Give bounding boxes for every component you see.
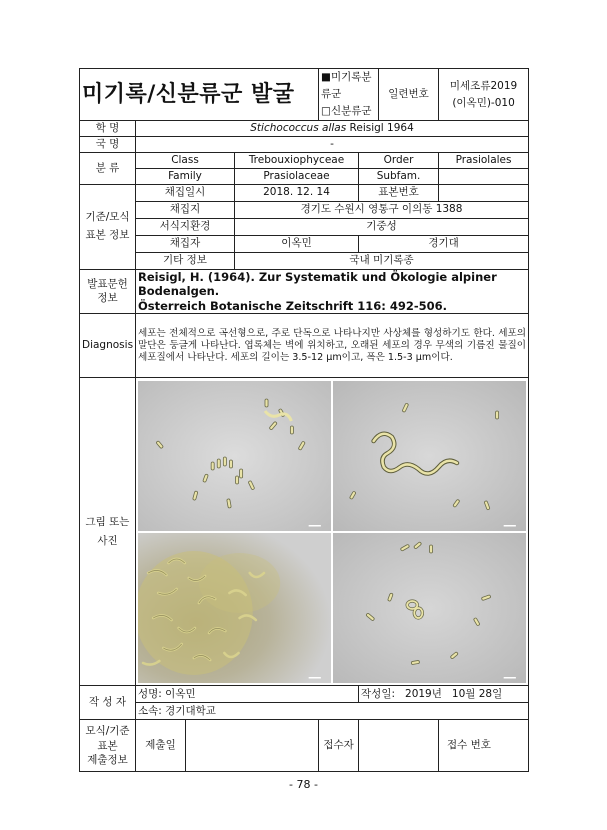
habitat-value: 기중성 — [235, 219, 529, 236]
reference-line-1: Reisigl, H. (1964). Zur Systematik und Ökologie alpiner Bodenalgen. — [138, 270, 497, 299]
other-info-value: 국내 미기록종 — [235, 253, 529, 270]
label-classification: 분 류 — [80, 153, 136, 185]
diagnosis-text: 세포는 전체적으로 곡선형으로, 주로 단독으로 나타나지만 사상체를 형성하기도 한다. 세포의 말단은 둥글게 나타난다. 엽록체는 벽에 위치하고, 오래된 세포의 경우 무색의 기름진 물질이 세포질에서 나타난다. 세포의 길이는 3.5-12 μm이고, 폭은 1.5-3 μm이다. — [136, 314, 529, 378]
korean-name: - — [136, 137, 529, 153]
label-scientific-name: 학 명 — [80, 121, 136, 137]
authority: Reisigl 1964 — [346, 121, 414, 134]
author-date-label: 작성일: — [361, 687, 395, 700]
label-figure: 그림 또는 사진 — [80, 378, 136, 686]
option-unrecorded: ■미기록분류군 — [321, 71, 372, 101]
author-name-label: 성명: — [138, 687, 162, 700]
habitat-label: 서식지환경 — [136, 219, 235, 236]
option-new: □신분류군 — [321, 104, 372, 117]
label-diagnosis: Diagnosis — [80, 314, 136, 378]
serial-number-label: 일련번호 — [379, 69, 439, 121]
micrograph-bottom-right — [333, 533, 526, 683]
taxon-type-options — [319, 69, 379, 121]
label-type-specimen: 기준/모식 표본 정보 — [80, 185, 136, 270]
subfam-label: Subfam. — [359, 169, 439, 185]
order-label: Order — [359, 153, 439, 169]
author-date-value: 2019년 10월 28일 — [405, 687, 503, 700]
label-korean-name: 국 명 — [80, 137, 136, 153]
form-title: 미기록/신분류군 발굴 — [80, 69, 319, 121]
other-info-label: 기타 정보 — [136, 253, 235, 270]
micrograph-bottom-left — [138, 533, 331, 683]
class-label: Class — [136, 153, 235, 169]
author-date-cell — [359, 686, 529, 703]
reference-line-2: Österreich Botanische Zeitschrift 116: 492-506. — [138, 298, 448, 313]
collection-date-value: 2018. 12. 14 — [235, 185, 359, 202]
family-label: Family — [136, 169, 235, 185]
class-value: Trebouxiophyceae — [235, 153, 359, 169]
submit-date-label: 제출일 — [136, 720, 186, 772]
micrograph-bottom-right-image — [333, 533, 526, 683]
micrograph-bottom-left-image — [138, 533, 331, 683]
receiver-label: 접수자 — [319, 720, 359, 772]
label-submission: 모식/기준 표본 제출정보 — [80, 720, 136, 772]
label-author: 작 성 자 — [80, 686, 136, 720]
specimen-number-value — [439, 185, 529, 202]
receipt-number-label: 접수 번호 — [439, 720, 529, 772]
author-affiliation-cell — [136, 703, 529, 720]
collector-value: 이옥민 — [235, 236, 359, 253]
serial-number-value: 미세조류2019 (이옥민)-010 — [439, 69, 529, 121]
subfam-value — [439, 169, 529, 185]
page-number: - 78 - — [289, 778, 318, 791]
micrograph-top-right — [333, 381, 526, 531]
collector-institution: 경기대 — [359, 236, 529, 253]
specimen-number-label: 표본번호 — [359, 185, 439, 202]
order-value: Prasiolales — [439, 153, 529, 169]
micrograph-panel — [136, 378, 529, 686]
author-name-value: 이옥민 — [165, 687, 196, 700]
affiliation-value: 경기대학교 — [165, 704, 216, 717]
specimen-form — [79, 68, 529, 772]
collection-date-label: 채집일시 — [136, 185, 235, 202]
micrograph-top-left-image — [138, 381, 331, 531]
author-name-cell — [136, 686, 359, 703]
micrograph-top-left — [138, 381, 331, 531]
reference-text — [136, 270, 529, 314]
family-value: Prasiolaceae — [235, 169, 359, 185]
genus-species: Stichococcus allas — [250, 121, 347, 134]
micrograph-top-right-image — [333, 381, 526, 531]
scientific-name — [136, 121, 529, 137]
label-reference: 발표문헌 정보 — [80, 270, 136, 314]
collection-site-label: 채집지 — [136, 202, 235, 219]
receiver-value — [359, 720, 439, 772]
affiliation-label: 소속: — [138, 704, 162, 717]
collector-label: 채집자 — [136, 236, 235, 253]
submit-date-value — [186, 720, 319, 772]
collection-site-value: 경기도 수원시 영통구 이의동 1388 — [235, 202, 529, 219]
